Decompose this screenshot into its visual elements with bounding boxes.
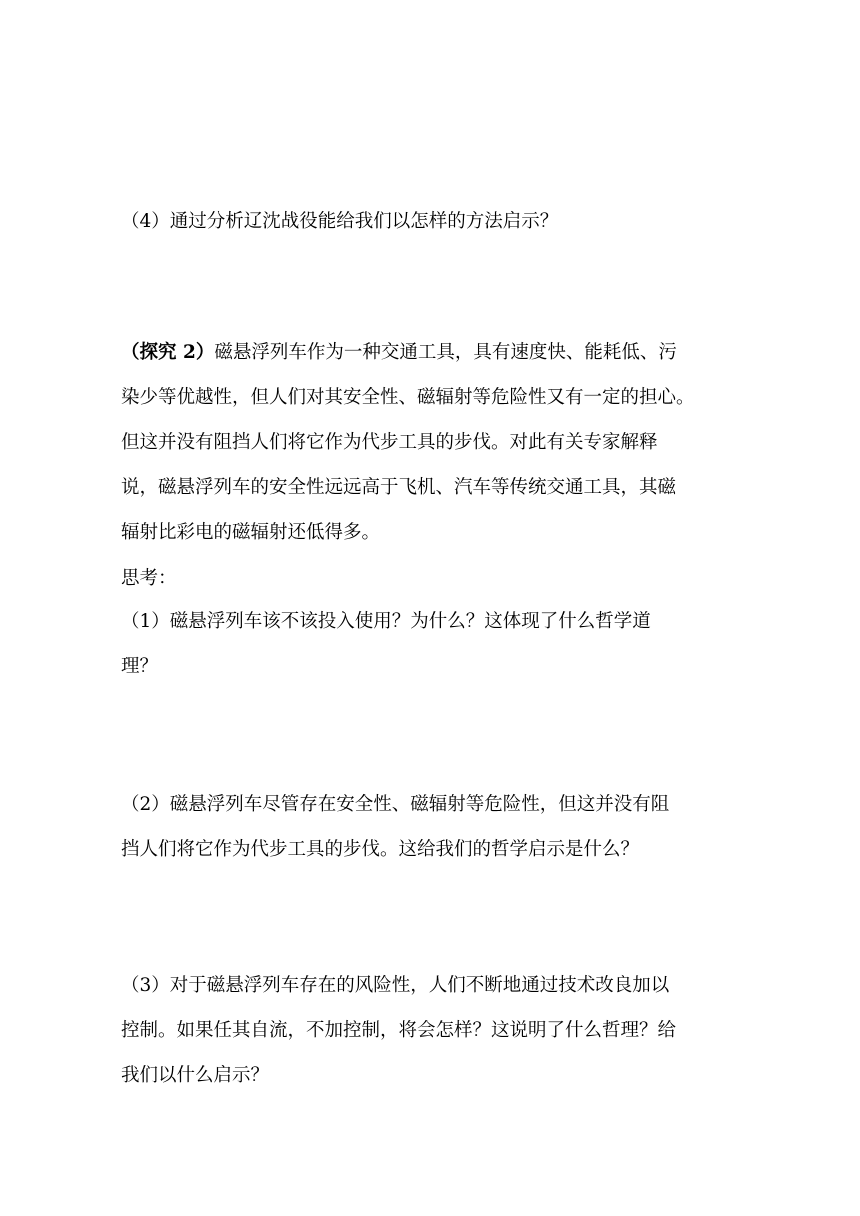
explore-2-line-3: 但这并没有阻挡人们将它作为代步工具的步伐。对此有关专家解释 [121,432,658,453]
question-3-line-3: 我们以什么启示？ [121,1065,270,1086]
explore-2-line-2: 染少等优越性，但人们对其安全性、磁辐射等危险性又有一定的担心。 [121,387,695,408]
question-2-line-2: 挡人们将它作为代步工具的步伐。这给我们的哲学启示是什么？ [121,839,640,860]
explore-2-label: （探究 2） [121,342,215,363]
explore-2-line-1 [121,341,741,365]
question-3-line-2: 控制。如果任其自流，不加控制，将会怎样？这说明了什么哲理？给 [121,1020,677,1041]
question-4-text: （4）通过分析辽沈战役能给我们以怎样的方法启示？ [121,211,559,232]
question-2-line-1: （2）磁悬浮列车尽管存在安全性、磁辐射等危险性，但这并没有阻 [121,794,670,815]
explore-2-line-4: 说，磁悬浮列车的安全性远远高于飞机、汽车等传统交通工具，其磁 [121,477,677,498]
question-1-line-1: （1）磁悬浮列车该不该投入使用？为什么？这体现了什么哲学道 [121,611,651,632]
think-label: 思考： [121,568,177,589]
explore-2-text-1: 磁悬浮列车作为一种交通工具，具有速度快、能耗低、污 [214,342,677,363]
question-1-line-2: 理？ [121,656,159,677]
question-3-line-1: （3）对于磁悬浮列车存在的风险性，人们不断地通过技术改良加以 [121,975,670,996]
explore-2-line-5: 辐射比彩电的磁辐射还低得多。 [121,522,381,543]
